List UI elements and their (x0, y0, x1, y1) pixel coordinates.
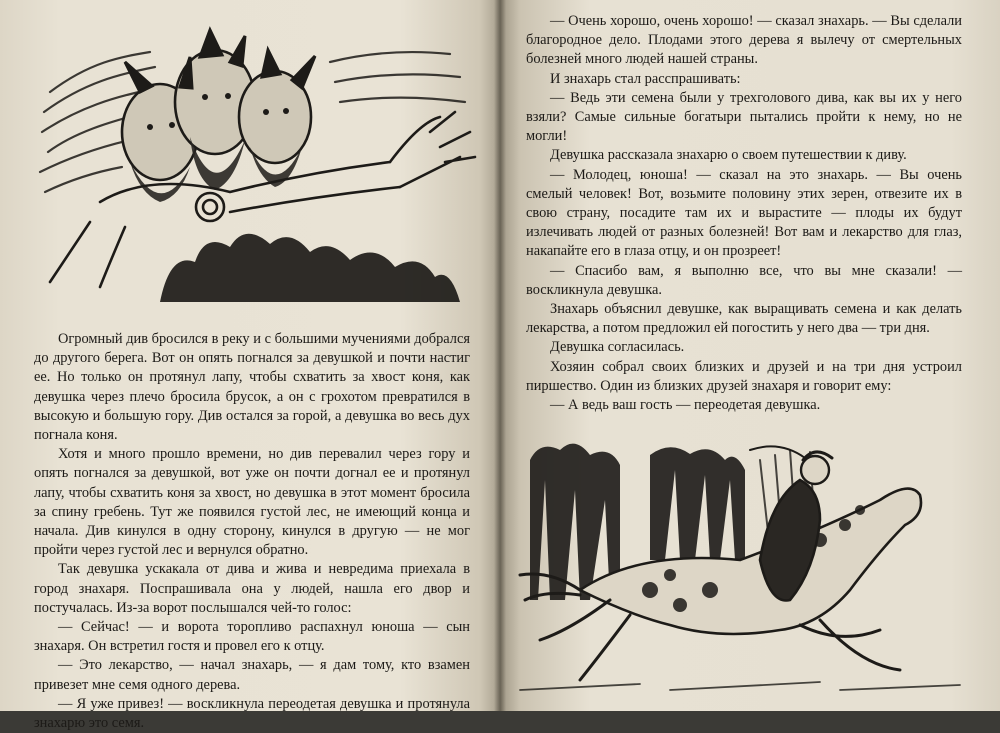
paragraph: — Ведь эти семена были у трехголового дива, как вы их у него взяли? Самые сильные богатыри пытались пройти к нему, но не могли! (526, 89, 962, 145)
paragraph: Огромный див бросился в реку и с большими мучениями добрался до другого берега. Вот он опять погнался за девушкой и почти настиг ее. Но только он протянул лапу, чтобы схватить за хвост коня, как девушка через плечо бросила брусок, а он с грохотом превратился в высокую и большую гору. Див остался за горой, а девушка во весь дух погнала коня. (34, 331, 470, 444)
three-headed-div-illustration (30, 22, 480, 302)
girl-on-horse-illustration (520, 440, 960, 700)
paragraph: Девушка рассказала знахарю о своем путешествии к диву. (550, 147, 907, 164)
paragraph: — Спасибо вам, я выполню все, что вы мне сказали! — воскликнула девушка. (526, 262, 962, 298)
paragraph: Хозяин собрал своих близких и друзей и на три дня устроил пиршество. Один из близких друзей знахаря и говорит ему: (526, 358, 962, 394)
paragraph: — Молодец, юноша! — сказал на это знахарь. — Вы очень смелый человек! Вот, возьмите половину этих зерен, отвезите их в свою страну, посадите там их и вырастите — плоды их будут излечивать людей от разных болезней! Вот вам и лекарство для глаз, накапайте его в глаза отцу, и он прозреет! (526, 166, 962, 260)
paragraph: — А ведь ваш гость — переодетая девушка. (550, 397, 821, 414)
paragraph: И знахарь стал расспрашивать: (550, 70, 741, 87)
book-gutter (494, 0, 506, 711)
left-page (0, 0, 500, 732)
paragraph: — Это лекарство, — начал знахарь, — я дам тому, кто взамен привезет мне семя одного дерева. (34, 657, 470, 693)
right-page-text (526, 12, 962, 415)
paragraph: Девушка согласилась. (550, 339, 685, 356)
right-page (500, 0, 1000, 711)
paragraph: Хотя и много прошло времени, но див перевалил через гору и опять погнался за девушкой, вот уже он почти догнал ее и протянул лапу, чтобы схватить коня за хвост, но девушка в этот момент бросила за спину гребень. Тут же появился густой лес, не имеющий конца и начала. Див кинулся в одну сторону, кинулся в другую — не мог пройти через густой лес и вернулся обратно. (34, 446, 470, 559)
paragraph: Знахарь объяснил девушке, как выращивать семена и как делать лекарства, а потом предложил ей погостить у него два — три дня. (526, 301, 962, 337)
paragraph: — Сейчас! — и ворота торопливо распахнул юноша — сын знахаря. Он встретил гостя и провел его к отцу. (34, 619, 470, 655)
paragraph: Так девушка ускакала от дива и жива и невредима приехала в город знахаря. Поспрашивала она у людей, нашла его двор и постучалась. Из-за ворот послышался чей-то голос: (34, 561, 470, 616)
paragraph: — Я уже привез! — воскликнула переодетая девушка и протянула знахарю это семя. (34, 695, 470, 732)
left-page-text (34, 330, 470, 733)
paragraph: — Очень хорошо, очень хорошо! — сказал знахарь. — Вы сделали благородное дело. Плодами этого дерева я вылечу от смертельных болезней много людей нашей страны. (526, 13, 962, 68)
